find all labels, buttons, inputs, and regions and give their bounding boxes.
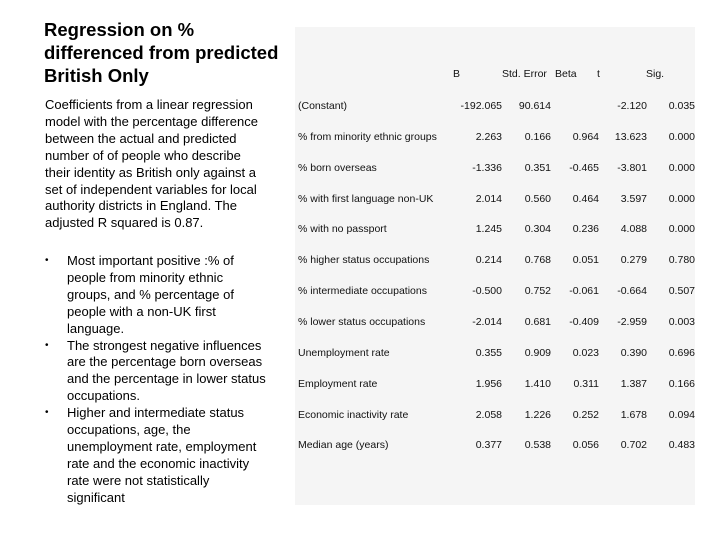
cell-b: -192.065 [460,100,502,112]
table-row [295,156,695,180]
cell-beta: 0.236 [572,223,599,236]
finding-item [45,338,267,406]
bullet-icon: • [45,407,49,419]
cell-beta: 0.056 [572,439,599,452]
cell-std-error: 0.909 [524,346,551,359]
table-row [295,279,695,303]
cell-std-error: 0.166 [524,130,551,143]
cell-beta: -0.465 [569,161,599,174]
cell-beta: 0.051 [572,254,599,267]
table-row [295,125,695,149]
cell-b: 0.355 [475,346,502,359]
cell-t: 0.390 [620,346,647,359]
cell-beta: 0.023 [572,346,599,359]
table-row [295,94,695,118]
cell-sig: 0.000 [668,223,695,236]
cell-b: 2.263 [475,130,502,143]
cell-sig: 0.035 [668,100,695,112]
row-label: % intermediate occupations [298,285,427,298]
bullet-icon: • [45,339,49,351]
cell-std-error: 0.768 [524,254,551,267]
cell-sig: 0.000 [668,192,695,205]
row-label: % higher status occupations [298,254,430,267]
cell-std-error: 0.681 [524,315,551,328]
table-row [295,248,695,272]
cell-std-error: 1.410 [524,377,551,390]
cell-beta: -0.061 [569,285,599,298]
cell-std-error: 90.614 [518,100,551,112]
table-row [295,187,695,211]
cell-b: 1.245 [475,223,502,236]
cell-t: -2.959 [617,315,647,328]
header-std-error: Std. Error [502,68,547,80]
finding-text: Higher and intermediate status occupations, age, the unemployment rate, employment rate and the economic inactivity rate were not statistically significant [67,405,257,505]
row-label: Median age (years) [298,439,389,452]
cell-std-error: 0.560 [524,192,551,205]
description-text: Coefficients from a linear regression model with the percentage difference between the actual and predicted number of of people who describe their identity as British only against a set of independent variables for local authority districts in England. The adjusted R squared is 0.87. [45,97,258,231]
row-label: (Constant) [298,100,348,112]
cell-t: -0.664 [617,285,647,298]
cell-beta: 0.252 [572,408,599,421]
cell-std-error: 0.752 [524,285,551,298]
table-row [295,341,695,365]
cell-std-error: 1.226 [524,408,551,421]
finding-item [45,405,267,506]
cell-beta: -0.409 [569,315,599,328]
cell-beta: 0.311 [573,377,599,390]
cell-std-error: 0.538 [524,439,551,452]
finding-text: Most important positive :% of people from minority ethnic groups, and % percentage of people with a non-UK first language. [67,253,234,336]
row-label: Economic inactivity rate [298,408,409,421]
cell-t: 1.387 [620,377,647,390]
findings-list [45,253,267,507]
cell-t: 13.623 [614,130,647,143]
cell-b: -0.500 [472,285,502,298]
cell-t: 4.088 [620,223,647,236]
table-row [295,403,695,427]
cell-t: -3.801 [617,161,647,174]
table-row [295,217,695,241]
cell-sig: 0.483 [668,439,695,452]
cell-sig: 0.000 [668,161,695,174]
cell-t: 0.279 [620,254,647,267]
header-sig: Sig. [646,68,665,80]
header-t: t [597,68,600,80]
table-row [295,433,695,457]
table-row [295,372,695,396]
header-b: B [453,68,461,80]
cell-beta: 0.464 [572,192,599,205]
cell-std-error: 0.304 [524,223,551,236]
cell-beta: 0.964 [572,130,599,143]
row-label: Employment rate [298,377,378,390]
cell-sig: 0.003 [668,315,695,328]
cell-t: 3.597 [620,192,647,205]
cell-b: 0.377 [475,439,502,452]
table-row [295,310,695,334]
bullet-icon: • [45,255,49,266]
cell-sig: 0.094 [668,408,695,421]
cell-sig: 0.000 [668,130,695,143]
cell-sig: 0.166 [668,377,695,390]
cell-b: 2.058 [475,408,502,421]
row-label: % with first language non-UK [298,192,434,205]
cell-b: 0.214 [475,254,502,267]
finding-item [45,253,267,338]
row-label: % lower status occupations [298,315,426,328]
cell-b: 2.014 [475,192,502,205]
slide-title: Regression on % differenced from predicted British Only [44,19,279,86]
row-label: % born overseas [298,161,377,174]
finding-text: The strongest negative influences are the percentage born overseas and the percentage in lower status occupations. [67,337,266,404]
cell-std-error: 0.351 [524,161,551,174]
cell-b: 1.956 [475,377,502,390]
row-label: % from minority ethnic groups [298,130,437,143]
cell-sig: 0.696 [668,346,695,359]
row-label: Unemployment rate [298,346,390,359]
cell-sig: 0.780 [668,254,695,267]
row-label: % with no passport [298,223,387,236]
cell-b: -1.336 [472,161,502,174]
cell-b: -2.014 [472,315,502,328]
cell-t: 1.678 [620,408,647,421]
cell-sig: 0.507 [668,285,695,298]
cell-t: 0.702 [620,439,647,452]
cell-t: -2.120 [617,100,647,112]
header-beta: Beta [555,68,577,80]
